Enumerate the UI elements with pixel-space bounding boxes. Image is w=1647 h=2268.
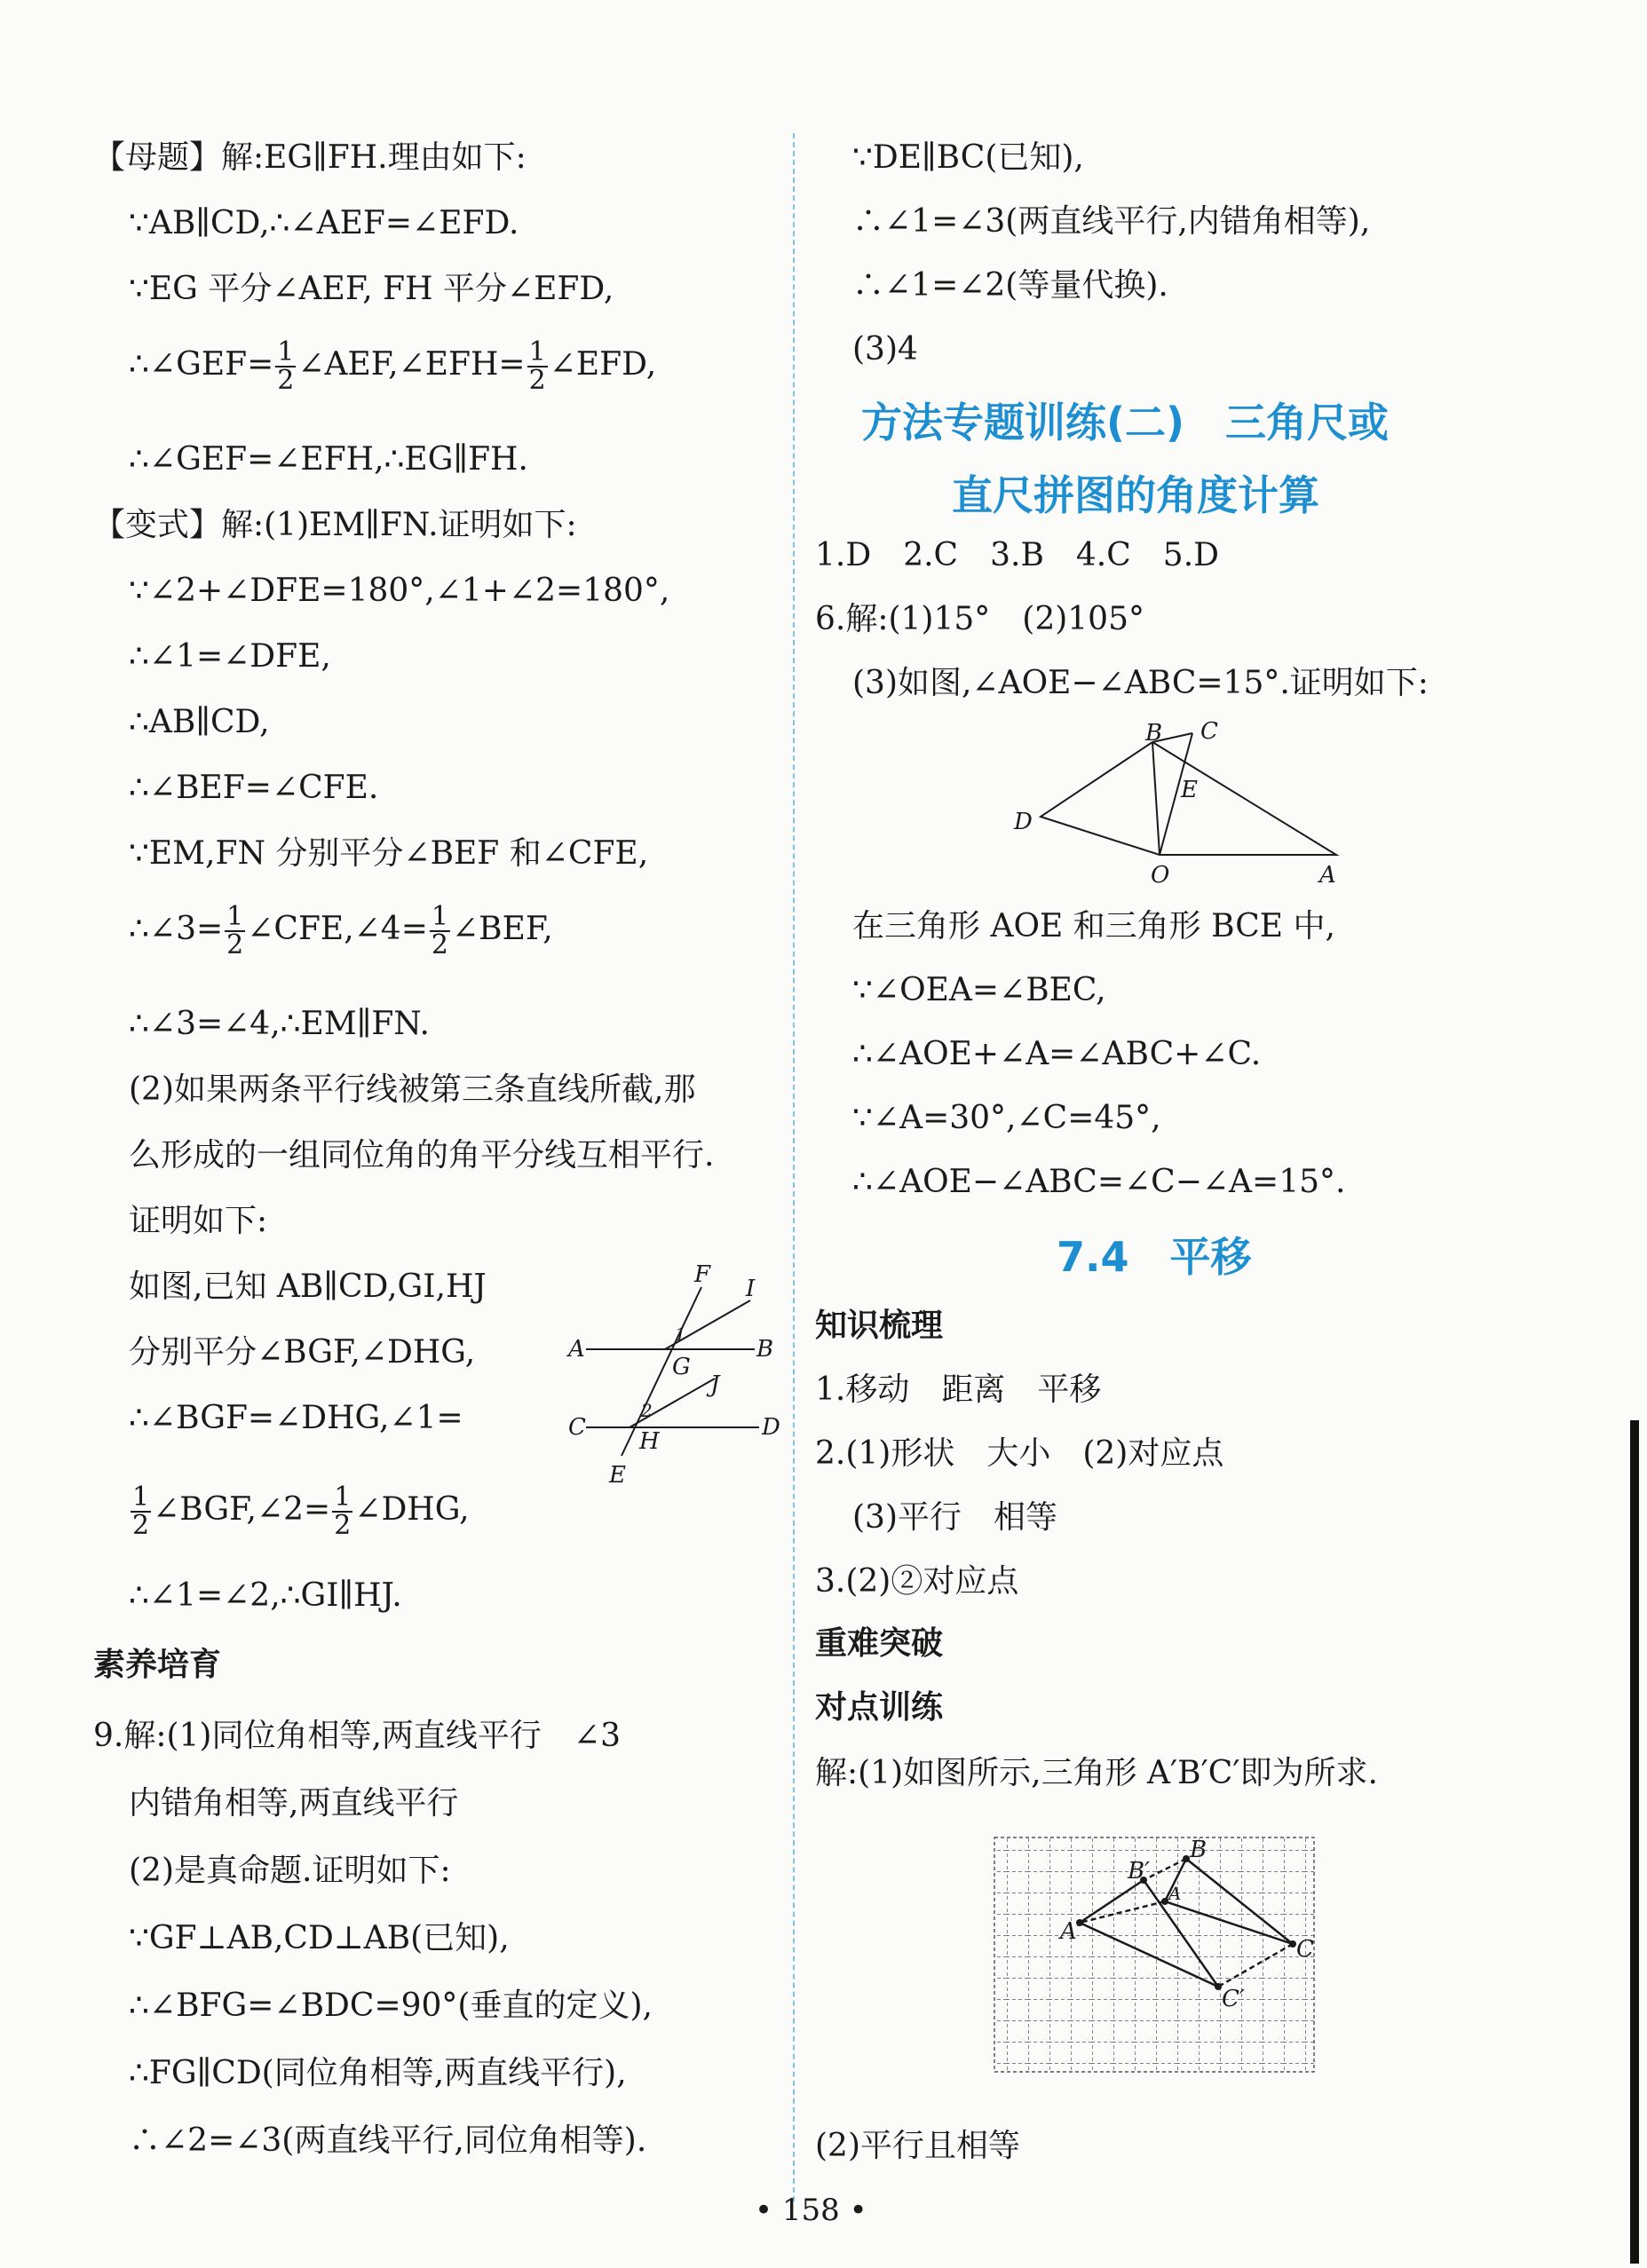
right-line-10: ∴∠AOE+∠A=∠ABC+∠C.	[852, 1036, 1262, 1072]
left-line-9: ∴AB∥CD,	[129, 704, 270, 740]
right-line-13: 1.移动 距离 平移	[815, 1371, 1102, 1408]
parallel-lines-figure	[559, 1260, 781, 1491]
fraction: $\frac{1}{2}$	[528, 336, 546, 396]
label-e: E	[1181, 777, 1198, 803]
label-o: O	[1151, 862, 1170, 889]
fraction: $\frac{1}{2}$	[431, 901, 448, 960]
column-divider	[793, 133, 795, 2201]
left-line-3: ∵EG 平分∠AEF, FH 平分∠EFD,	[129, 271, 614, 307]
left-line-22: 9.解:(1)同位角相等,两直线平行 ∠3	[93, 1718, 621, 1754]
expr-part: ∠BGF,∠2=	[153, 1491, 331, 1528]
triangle-figure	[1003, 717, 1350, 895]
right-line-16: 3.(2)②对应点	[815, 1563, 1019, 1600]
right-line-5: 1.D 2.C 3.B 4.C 5.D	[815, 537, 1220, 573]
segment-bo	[1152, 742, 1160, 855]
label-a: A	[1319, 862, 1336, 889]
expr-part: ∠EFD,	[549, 346, 657, 383]
left-line-20	[129, 1484, 470, 1539]
label-c: C	[568, 1414, 586, 1441]
left-line-25: ∵GF⊥AB,CD⊥AB(已知),	[129, 1920, 510, 1956]
fraction: $\frac{1}{2}$	[226, 901, 244, 960]
expr-part: ∠AEF,∠EFH=	[297, 346, 526, 383]
section-title-2: 7.4 平移	[1057, 1233, 1252, 1281]
section-title-1b: 直尺拼图的角度计算	[952, 471, 1319, 519]
label-j: J	[710, 1371, 720, 1398]
right-line-8: 在三角形 AOE 和三角形 BCE 中,	[852, 908, 1335, 944]
subsection-heading-2: 重难突破	[815, 1625, 944, 1662]
expr-part: ∴∠GEF=	[129, 346, 274, 383]
left-line-18: 分别平分∠BGF,∠DHG,	[129, 1334, 476, 1371]
label-b: B	[756, 1336, 774, 1363]
left-line-19: ∴∠BGF=∠DHG,∠1=	[129, 1400, 463, 1436]
left-line-16: 证明如下:	[129, 1203, 268, 1239]
left-line-14: (2)如果两条平行线被第三条直线所截,那	[129, 1071, 696, 1108]
scan-edge	[1630, 1420, 1639, 2264]
right-line-6: 6.解:(1)15° (2)105°	[815, 601, 1144, 637]
fraction: $\frac{1}{2}$	[334, 1482, 352, 1541]
left-line-7: ∵∠2+∠DFE=180°,∠1+∠2=180°,	[129, 573, 670, 609]
left-line-2: ∵AB∥CD,∴∠AEF=∠EFD.	[129, 205, 519, 241]
label-angle-2: 2	[641, 1400, 653, 1421]
left-line-26: ∴∠BFG=∠BDC=90°(垂直的定义),	[129, 1987, 653, 2024]
left-line-12	[129, 901, 553, 960]
left-line-24: (2)是真命题.证明如下:	[129, 1853, 451, 1889]
label-a: A	[1168, 1883, 1182, 1904]
label-a-prime: A′	[1060, 1918, 1082, 1945]
left-line-6: 【变式】解:(1)EM∥FN.证明如下:	[93, 507, 577, 543]
section-title-1: 方法专题训练(二) 三角尺或	[861, 399, 1390, 446]
right-line-15: (3)平行 相等	[852, 1499, 1057, 1536]
label-f: F	[694, 1261, 711, 1288]
expr-part: ∠BEF,	[451, 911, 553, 947]
label-h: H	[639, 1428, 660, 1455]
right-line-1: ∵DE∥BC(已知),	[852, 139, 1084, 176]
label-b: B	[1190, 1837, 1208, 1863]
right-line-18: (2)平行且相等	[815, 2128, 1020, 2164]
label-b: B	[1145, 720, 1163, 747]
label-g: G	[672, 1354, 691, 1380]
label-angle-1: 1	[675, 1324, 686, 1345]
page-number: • 158 •	[755, 2193, 867, 2228]
label-d: D	[1014, 809, 1033, 835]
label-a: A	[568, 1336, 585, 1363]
left-line-15: 么形成的一组同位角的角平分线互相平行.	[129, 1137, 715, 1174]
label-c: C	[1296, 1936, 1314, 1963]
left-line-8: ∴∠1=∠DFE,	[129, 638, 331, 675]
grid	[994, 1837, 1314, 2072]
left-line-17: 如图,已知 AB∥CD,GI,HJ	[129, 1268, 487, 1305]
label-c-prime: C′	[1222, 1986, 1245, 2012]
subsection-heading-3: 对点训练	[815, 1689, 944, 1726]
right-line-14: 2.(1)形状 大小 (2)对应点	[815, 1435, 1224, 1472]
fraction: $\frac{1}{2}$	[132, 1482, 150, 1541]
left-line-11: ∵EM,FN 分别平分∠BEF 和∠CFE,	[129, 835, 649, 872]
right-line-7: (3)如图,∠AOE−∠ABC=15°.证明如下:	[852, 665, 1429, 701]
fraction: $\frac{1}{2}$	[277, 336, 295, 396]
label-i: I	[746, 1276, 756, 1302]
label-b-prime: B′	[1128, 1858, 1151, 1885]
left-line-5: ∴∠GEF=∠EFH,∴EG∥FH.	[129, 441, 528, 478]
left-line-13: ∴∠3=∠4,∴EM∥FN.	[129, 1006, 430, 1042]
subsection-heading-1: 知识梳理	[815, 1308, 944, 1344]
left-line-21: ∴∠1=∠2,∴GI∥HJ.	[129, 1577, 402, 1614]
right-line-9: ∵∠OEA=∠BEC,	[852, 972, 1106, 1008]
label-d: D	[762, 1414, 780, 1441]
expr-part: ∠DHG,	[354, 1491, 470, 1528]
left-line-1: 【母题】解:EG∥FH.理由如下:	[93, 139, 527, 176]
expr-part: ∠CFE,∠4=	[247, 911, 428, 947]
right-line-4: (3)4	[852, 331, 918, 367]
left-line-4	[129, 336, 657, 396]
right-line-17: 解:(1)如图所示,三角形 A′B′C′即为所求.	[815, 1755, 1378, 1791]
left-line-28: ∴∠2=∠3(两直线平行,同位角相等).	[129, 2122, 647, 2159]
left-line-23: 内错角相等,两直线平行	[129, 1785, 459, 1822]
right-line-2: ∴∠1=∠3(两直线平行,内错角相等),	[852, 203, 1371, 240]
label-c: C	[1200, 718, 1218, 745]
grid-translation-figure	[986, 1829, 1341, 2095]
label-e: E	[609, 1462, 626, 1489]
left-line-10: ∴∠BEF=∠CFE.	[129, 770, 379, 806]
right-line-11: ∵∠A=30°,∠C=45°,	[852, 1100, 1161, 1136]
right-line-3: ∴∠1=∠2(等量代换).	[852, 267, 1168, 304]
expr-part: ∴∠3=	[129, 911, 224, 947]
right-line-12: ∴∠AOE−∠ABC=∠C−∠A=15°.	[852, 1164, 1346, 1200]
left-line-27: ∴FG∥CD(同位角相等,两直线平行),	[129, 2055, 627, 2091]
section-heading: 素养培育	[93, 1647, 222, 1683]
